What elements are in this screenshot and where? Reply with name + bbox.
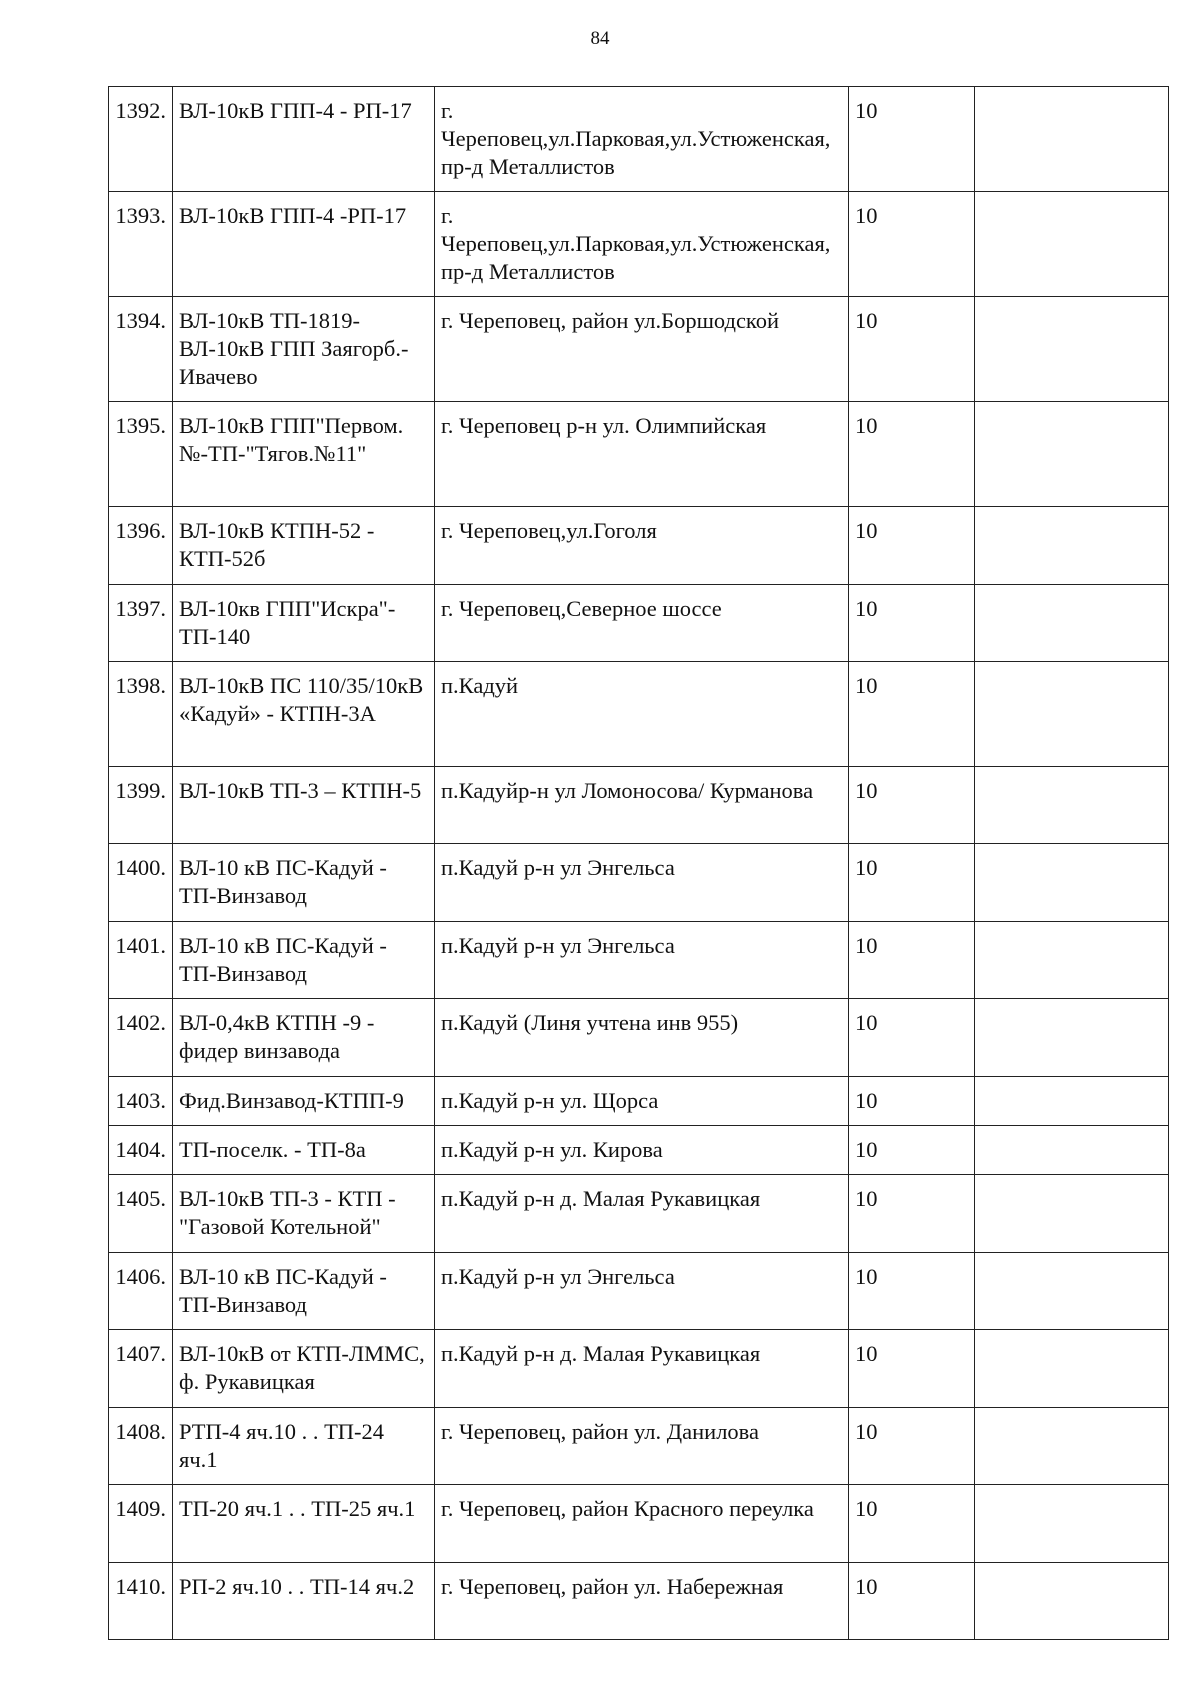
voltage-cell: 10 bbox=[849, 767, 975, 844]
table-row bbox=[109, 585, 1169, 662]
table-row bbox=[109, 1077, 1169, 1126]
address-cell: п.Кадуйр-н ул Ломоносова/ Курманова bbox=[435, 767, 849, 844]
line-name-cell: Фид.Винзавод-КТПП-9 bbox=[173, 1077, 435, 1126]
address-cell: г. Череповец,ул.Гоголя bbox=[435, 507, 849, 585]
row-number-cell: 1404. bbox=[109, 1126, 173, 1175]
line-name-cell: ВЛ-10 кВ ПС-Кадуй - ТП-Винзавод bbox=[173, 844, 435, 922]
line-name-cell: ВЛ-10кВ ГПП-4 -РП-17 bbox=[173, 192, 435, 297]
row-number-cell: 1400. bbox=[109, 844, 173, 922]
empty-cell bbox=[975, 87, 1169, 192]
empty-cell bbox=[975, 922, 1169, 999]
row-number-cell: 1392. bbox=[109, 87, 173, 192]
voltage-cell: 10 bbox=[849, 844, 975, 922]
registry-table bbox=[108, 86, 1169, 1640]
row-number-cell: 1402. bbox=[109, 999, 173, 1077]
row-number-cell: 1410. bbox=[109, 1563, 173, 1640]
empty-cell bbox=[975, 1126, 1169, 1175]
address-cell: п.Кадуй bbox=[435, 662, 849, 767]
address-cell: п.Кадуй р-н ул Энгельса bbox=[435, 844, 849, 922]
row-number-cell: 1408. bbox=[109, 1408, 173, 1485]
address-cell: п.Кадуй р-н ул. Кирова bbox=[435, 1126, 849, 1175]
row-number-cell: 1406. bbox=[109, 1253, 173, 1330]
line-name-cell: ТП-поселк. - ТП-8а bbox=[173, 1126, 435, 1175]
voltage-cell: 10 bbox=[849, 1175, 975, 1253]
empty-cell bbox=[975, 1175, 1169, 1253]
address-cell: г. Череповец, район ул.Боршодской bbox=[435, 297, 849, 402]
voltage-cell: 10 bbox=[849, 402, 975, 507]
line-name-cell: РП-2 яч.10 . . ТП-14 яч.2 bbox=[173, 1563, 435, 1640]
empty-cell bbox=[975, 1253, 1169, 1330]
row-number-cell: 1396. bbox=[109, 507, 173, 585]
table-row bbox=[109, 192, 1169, 297]
line-name-cell: ВЛ-10кВ ТП-1819-ВЛ-10кВ ГПП Заягорб.-Ивачево bbox=[173, 297, 435, 402]
address-cell: г. Череповец р-н ул. Олимпийская bbox=[435, 402, 849, 507]
address-cell: п.Кадуй р-н ул Энгельса bbox=[435, 1253, 849, 1330]
address-cell: г. Череповец,ул.Парковая,ул.Устюженская,пр-д Металлистов bbox=[435, 87, 849, 192]
empty-cell bbox=[975, 507, 1169, 585]
table-row bbox=[109, 1175, 1169, 1253]
row-number-cell: 1398. bbox=[109, 662, 173, 767]
row-number-cell: 1407. bbox=[109, 1330, 173, 1408]
empty-cell bbox=[975, 402, 1169, 507]
voltage-cell: 10 bbox=[849, 1253, 975, 1330]
line-name-cell: ВЛ-10кв ГПП"Искра"-ТП-140 bbox=[173, 585, 435, 662]
row-number-cell: 1403. bbox=[109, 1077, 173, 1126]
voltage-cell: 10 bbox=[849, 999, 975, 1077]
row-number-cell: 1393. bbox=[109, 192, 173, 297]
table-row bbox=[109, 922, 1169, 999]
row-number-cell: 1409. bbox=[109, 1485, 173, 1563]
line-name-cell: ВЛ-10кВ ТП-3 – КТПН-5 bbox=[173, 767, 435, 844]
table-row bbox=[109, 662, 1169, 767]
line-name-cell: ВЛ-10 кВ ПС-Кадуй - ТП-Винзавод bbox=[173, 922, 435, 999]
table-row bbox=[109, 402, 1169, 507]
table-row bbox=[109, 1126, 1169, 1175]
voltage-cell: 10 bbox=[849, 87, 975, 192]
voltage-cell: 10 bbox=[849, 192, 975, 297]
registry-table-body bbox=[109, 87, 1169, 1640]
empty-cell bbox=[975, 1330, 1169, 1408]
voltage-cell: 10 bbox=[849, 297, 975, 402]
empty-cell bbox=[975, 192, 1169, 297]
address-cell: п.Кадуй р-н ул. Щорса bbox=[435, 1077, 849, 1126]
address-cell: п.Кадуй р-н д. Малая Рукавицкая bbox=[435, 1330, 849, 1408]
voltage-cell: 10 bbox=[849, 922, 975, 999]
voltage-cell: 10 bbox=[849, 1485, 975, 1563]
empty-cell bbox=[975, 767, 1169, 844]
table-row bbox=[109, 297, 1169, 402]
empty-cell bbox=[975, 297, 1169, 402]
row-number-cell: 1405. bbox=[109, 1175, 173, 1253]
row-number-cell: 1395. bbox=[109, 402, 173, 507]
table-row bbox=[109, 1330, 1169, 1408]
address-cell: п.Кадуй (Линя учтена инв 955) bbox=[435, 999, 849, 1077]
line-name-cell: ТП-20 яч.1 . . ТП-25 яч.1 bbox=[173, 1485, 435, 1563]
table-row bbox=[109, 999, 1169, 1077]
voltage-cell: 10 bbox=[849, 662, 975, 767]
row-number-cell: 1399. bbox=[109, 767, 173, 844]
line-name-cell: ВЛ-10кВ ГПП-4 - РП-17 bbox=[173, 87, 435, 192]
table-row bbox=[109, 1253, 1169, 1330]
table-row bbox=[109, 767, 1169, 844]
empty-cell bbox=[975, 1485, 1169, 1563]
address-cell: г. Череповец, район ул. Набережная bbox=[435, 1563, 849, 1640]
address-cell: г. Череповец, район ул. Данилова bbox=[435, 1408, 849, 1485]
empty-cell bbox=[975, 999, 1169, 1077]
address-cell: п.Кадуй р-н д. Малая Рукавицкая bbox=[435, 1175, 849, 1253]
empty-cell bbox=[975, 1077, 1169, 1126]
voltage-cell: 10 bbox=[849, 585, 975, 662]
voltage-cell: 10 bbox=[849, 1077, 975, 1126]
empty-cell bbox=[975, 662, 1169, 767]
empty-cell bbox=[975, 1408, 1169, 1485]
table-row bbox=[109, 1485, 1169, 1563]
address-cell: г. Череповец,Северное шоссе bbox=[435, 585, 849, 662]
empty-cell bbox=[975, 844, 1169, 922]
table-row bbox=[109, 87, 1169, 192]
table-row bbox=[109, 844, 1169, 922]
line-name-cell: ВЛ-10 кВ ПС-Кадуй - ТП-Винзавод bbox=[173, 1253, 435, 1330]
line-name-cell: ВЛ-10кВ от КТП-ЛММС, ф. Рукавицкая bbox=[173, 1330, 435, 1408]
table-row bbox=[109, 1563, 1169, 1640]
page-number: 84 bbox=[590, 28, 610, 49]
line-name-cell: РТП-4 яч.10 . . ТП-24 яч.1 bbox=[173, 1408, 435, 1485]
voltage-cell: 10 bbox=[849, 1330, 975, 1408]
line-name-cell: ВЛ-10кВ ГПП"Первом.№-ТП-"Тягов.№11" bbox=[173, 402, 435, 507]
voltage-cell: 10 bbox=[849, 1563, 975, 1640]
line-name-cell: ВЛ-10кВ ПС 110/35/10кВ «Кадуй» - КТПН-3А bbox=[173, 662, 435, 767]
voltage-cell: 10 bbox=[849, 1408, 975, 1485]
voltage-cell: 10 bbox=[849, 1126, 975, 1175]
address-cell: г. Череповец, район Красного переулка bbox=[435, 1485, 849, 1563]
empty-cell bbox=[975, 1563, 1169, 1640]
line-name-cell: ВЛ-10кВ ТП-3 - КТП - "Газовой Котельной" bbox=[173, 1175, 435, 1253]
empty-cell bbox=[975, 585, 1169, 662]
row-number-cell: 1401. bbox=[109, 922, 173, 999]
table-row bbox=[109, 1408, 1169, 1485]
address-cell: п.Кадуй р-н ул Энгельса bbox=[435, 922, 849, 999]
line-name-cell: ВЛ-0,4кВ КТПН -9 - фидер винзавода bbox=[173, 999, 435, 1077]
row-number-cell: 1394. bbox=[109, 297, 173, 402]
table-row bbox=[109, 507, 1169, 585]
row-number-cell: 1397. bbox=[109, 585, 173, 662]
voltage-cell: 10 bbox=[849, 507, 975, 585]
line-name-cell: ВЛ-10кВ КТПН-52 - КТП-52б bbox=[173, 507, 435, 585]
address-cell: г. Череповец,ул.Парковая,ул.Устюженская,пр-д Металлистов bbox=[435, 192, 849, 297]
